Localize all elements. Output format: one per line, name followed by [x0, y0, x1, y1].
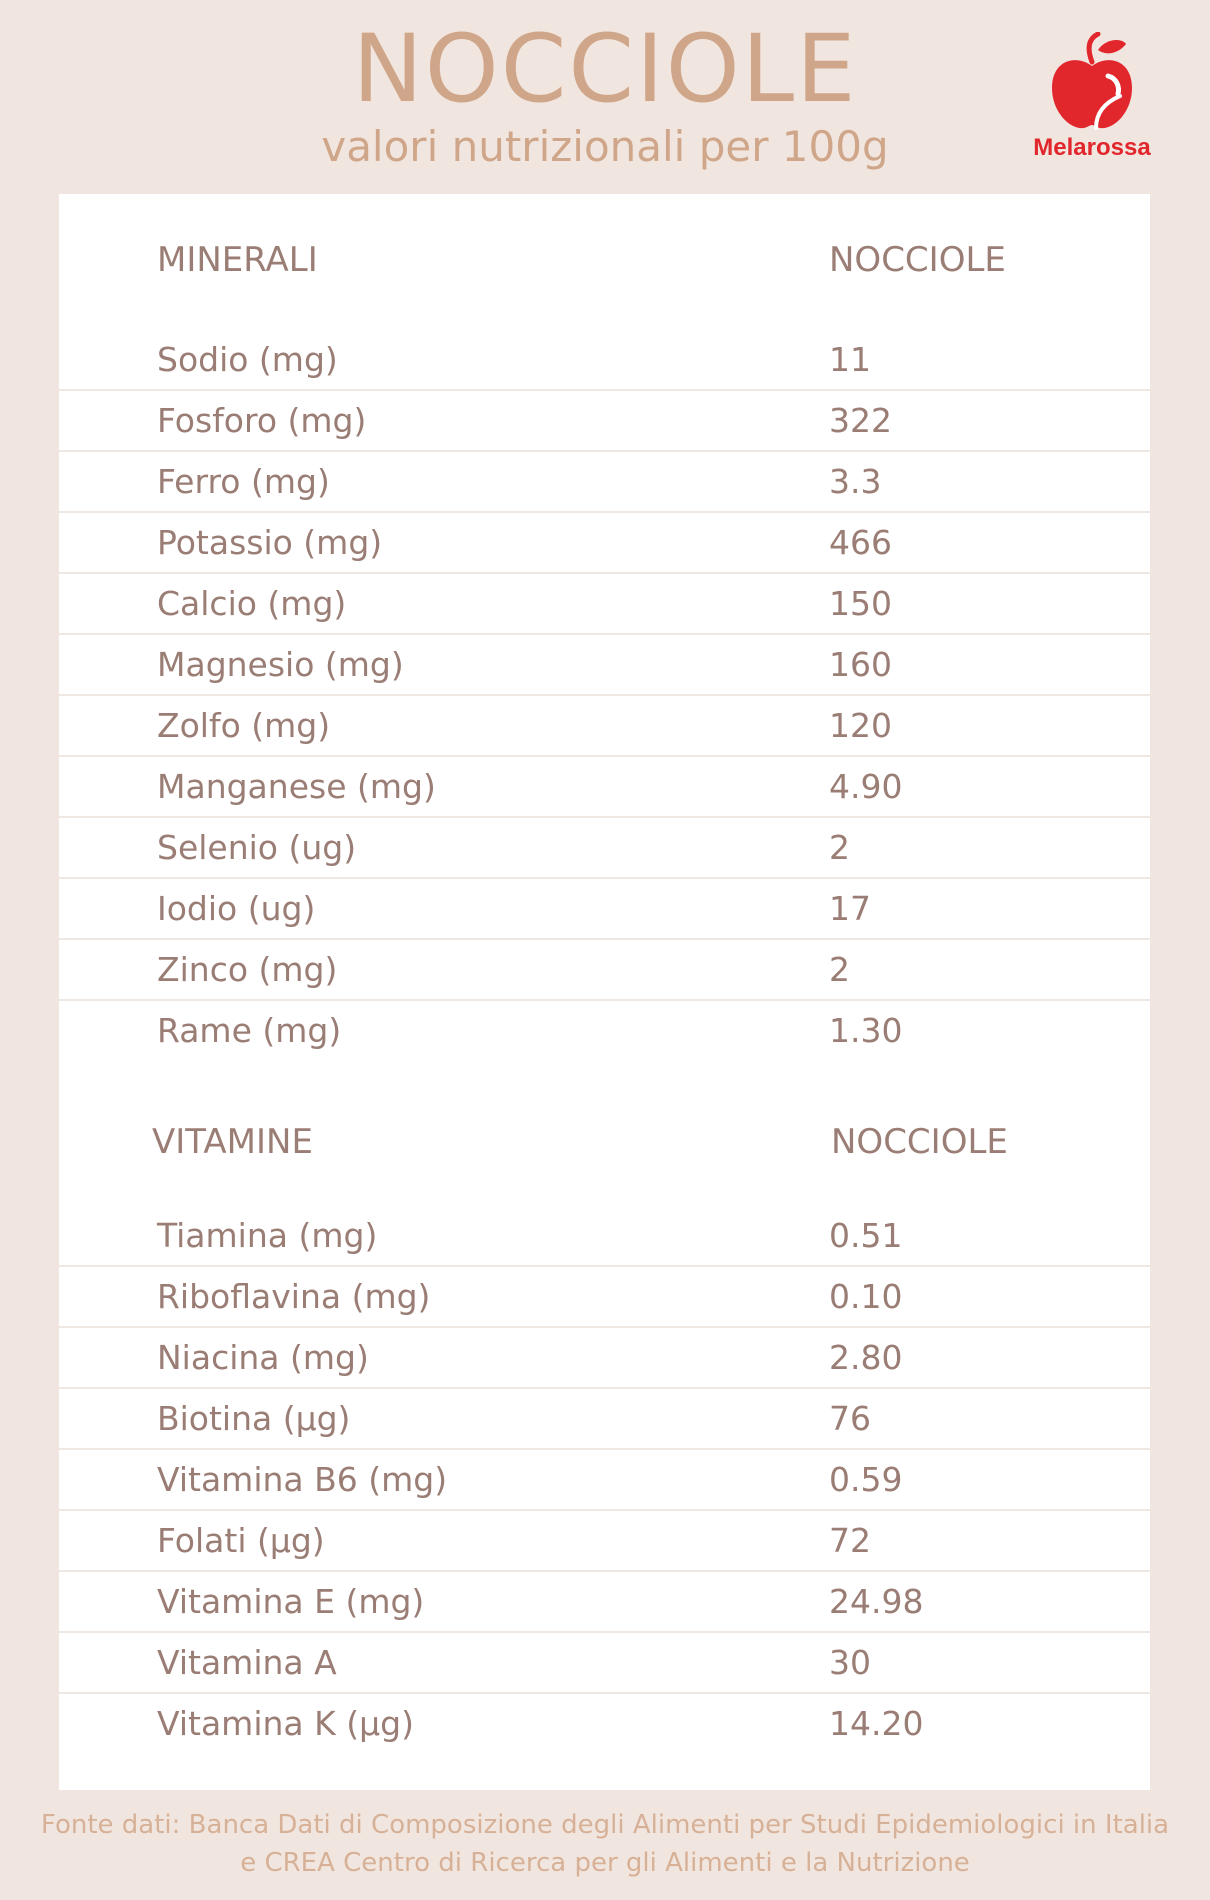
nutrient-value: 2.80 — [829, 1338, 903, 1377]
table-row — [59, 1389, 1150, 1450]
nutrient-name: Vitamina B6 (mg) — [157, 1460, 448, 1499]
nutrition-table — [59, 194, 1150, 1790]
nutrient-value: 24.98 — [829, 1582, 924, 1621]
nutrient-name: Biotina (µg) — [157, 1399, 351, 1438]
table-row — [59, 635, 1150, 696]
table-row — [59, 391, 1150, 452]
vitamins-column-heading: NOCCIOLE — [831, 1122, 1008, 1162]
table-row — [59, 513, 1150, 574]
table-row — [59, 1572, 1150, 1633]
table-row — [59, 696, 1150, 757]
nutrient-value: 2 — [829, 950, 850, 989]
nutrient-name: Calcio (mg) — [157, 584, 347, 623]
vitamins-header — [59, 1112, 1150, 1172]
nutrient-name: Folati (µg) — [157, 1521, 325, 1560]
nutrient-name: Iodio (ug) — [157, 889, 316, 928]
nutrient-value: 150 — [829, 584, 892, 623]
page-subtitle: valori nutrizionali per 100g — [321, 122, 889, 171]
nutrient-name: Vitamina E (mg) — [157, 1582, 425, 1621]
nutrient-value: 76 — [829, 1399, 871, 1438]
table-row — [59, 818, 1150, 879]
nutrient-value: 17 — [829, 889, 871, 928]
table-row — [59, 574, 1150, 635]
nutrient-name: Potassio (mg) — [157, 523, 383, 562]
nutrient-value: 11 — [829, 340, 871, 379]
nutrient-name: Magnesio (mg) — [157, 645, 404, 684]
nutrient-value: 322 — [829, 401, 892, 440]
nutrient-name: Fosforo (mg) — [157, 401, 367, 440]
minerals-list — [59, 330, 1150, 1060]
source-line-1: Fonte dati: Banca Dati di Composizione degli Alimenti per Studi Epidemiologici in Italia — [40, 1810, 1170, 1840]
nutrient-name: Manganese (mg) — [157, 767, 436, 806]
nutrient-name: Ferro (mg) — [157, 462, 330, 501]
nutrient-value: 120 — [829, 706, 892, 745]
nutrient-value: 4.90 — [829, 767, 903, 806]
nutrient-value: 0.10 — [829, 1277, 903, 1316]
table-row — [59, 452, 1150, 513]
table-row — [59, 1511, 1150, 1572]
table-row — [59, 1328, 1150, 1389]
minerals-header — [59, 230, 1150, 290]
nutrient-value: 3.3 — [829, 462, 882, 501]
nutrient-name: Niacina (mg) — [157, 1338, 369, 1377]
nutrient-name: Tiamina (mg) — [157, 1216, 378, 1255]
vitamins-list — [59, 1206, 1150, 1753]
nutrient-name: Sodio (mg) — [157, 340, 338, 379]
nutrient-value: 2 — [829, 828, 850, 867]
nutrient-value: 160 — [829, 645, 892, 684]
data-source-note — [0, 1806, 1210, 1882]
minerals-column-heading: NOCCIOLE — [829, 240, 1006, 280]
table-row — [59, 757, 1150, 818]
table-row — [59, 1633, 1150, 1694]
minerals-heading: MINERALI — [157, 240, 318, 280]
nutrient-name: Selenio (ug) — [157, 828, 357, 867]
table-row — [59, 940, 1150, 1001]
vitamins-heading: VITAMINE — [152, 1122, 313, 1162]
table-row — [59, 879, 1150, 940]
nutrient-value: 14.20 — [829, 1704, 924, 1743]
nutrient-name: Rame (mg) — [157, 1011, 342, 1050]
nutrient-name: Zinco (mg) — [157, 950, 338, 989]
nutrient-value: 0.51 — [829, 1216, 903, 1255]
brand-name: Melarossa — [1033, 134, 1151, 161]
nutrient-value: 30 — [829, 1643, 871, 1682]
table-row — [59, 1206, 1150, 1267]
nutrient-name: Riboflavina (mg) — [157, 1277, 431, 1316]
nutrient-value: 1.30 — [829, 1011, 903, 1050]
table-row — [59, 1267, 1150, 1328]
table-row — [59, 330, 1150, 391]
nutrient-name: Zolfo (mg) — [157, 706, 331, 745]
brand-logo — [1022, 32, 1162, 172]
page-title: NOCCIOLE — [352, 15, 858, 124]
source-line-2: e CREA Centro di Ricerca per gli Alimenti e la Nutrizione — [240, 1848, 970, 1878]
nutrient-value: 0.59 — [829, 1460, 903, 1499]
table-row — [59, 1450, 1150, 1511]
nutrient-value: 72 — [829, 1521, 871, 1560]
table-row — [59, 1694, 1150, 1753]
apple-icon — [1046, 32, 1138, 132]
nutrient-name: Vitamina K (µg) — [157, 1704, 414, 1743]
nutrient-value: 466 — [829, 523, 892, 562]
nutrient-name: Vitamina A — [157, 1643, 337, 1682]
table-row — [59, 1001, 1150, 1060]
